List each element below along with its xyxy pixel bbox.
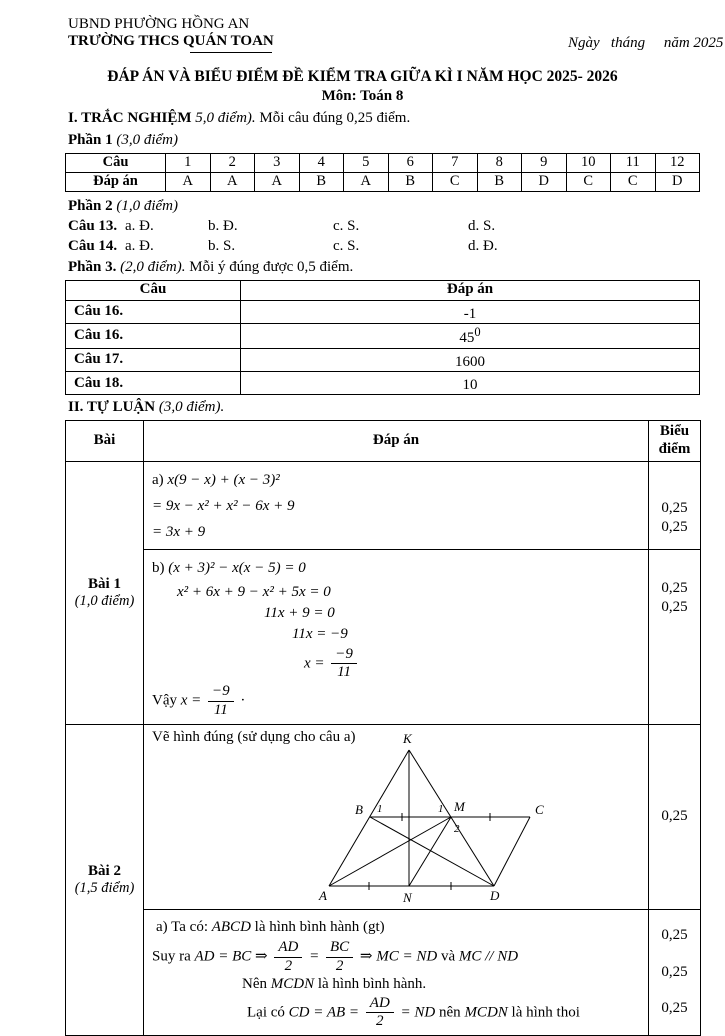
angle-label-M2: 2 bbox=[454, 822, 460, 835]
angle-label-B1: 1 bbox=[377, 802, 383, 815]
mc-q: 2 bbox=[210, 153, 255, 172]
part3-points: (2,0 điểm). bbox=[120, 259, 186, 276]
table-row bbox=[66, 172, 700, 191]
fraction-numerator: −9 bbox=[208, 684, 234, 702]
equation-line bbox=[292, 626, 640, 643]
answer-c: c. S. bbox=[333, 217, 360, 234]
part3-heading bbox=[68, 259, 725, 276]
answer-value: 10 bbox=[462, 377, 478, 394]
bai1-points: (1,0 điểm) bbox=[74, 592, 135, 609]
table-row-bai2-proof bbox=[66, 909, 701, 1036]
mc-a: A bbox=[210, 172, 255, 191]
mc-row-header: Đáp án bbox=[66, 172, 166, 191]
fraction-denominator: 2 bbox=[284, 957, 293, 974]
part1-label: Phần 1 bbox=[68, 132, 113, 149]
proof-line bbox=[247, 996, 640, 1031]
sentence-end: · bbox=[240, 692, 246, 709]
point-label-C: C bbox=[535, 801, 544, 817]
answer-cell bbox=[241, 372, 700, 395]
bai2-proof-score-cell bbox=[649, 909, 701, 1036]
mc-q: 8 bbox=[477, 153, 522, 172]
math-expression: x = bbox=[304, 655, 325, 672]
bai2-proof-cell bbox=[144, 909, 649, 1036]
part2-heading bbox=[68, 198, 725, 215]
implies-arrow: ⇒ bbox=[359, 948, 373, 965]
mc-a: A bbox=[255, 172, 300, 191]
bai1b-score-cell bbox=[649, 549, 701, 724]
answer-d: d. S. bbox=[468, 217, 496, 234]
answer-c: c. S. bbox=[333, 238, 360, 255]
math-expression: MC = ND bbox=[376, 948, 438, 965]
geometry-figure bbox=[292, 725, 552, 907]
fraction-numerator: −9 bbox=[331, 647, 357, 665]
mc-a: C bbox=[611, 172, 656, 191]
mc-a: D bbox=[522, 172, 567, 191]
bai2-name: Bài 2 bbox=[88, 862, 121, 879]
score-value: 0,25 bbox=[661, 579, 688, 596]
fraction bbox=[331, 647, 357, 682]
table-row bbox=[66, 348, 700, 371]
answer-cell bbox=[241, 323, 700, 348]
part3-note: Mỗi ý đúng được 0,5 điểm. bbox=[189, 259, 354, 276]
mc-a: C bbox=[566, 172, 611, 191]
score-value: 0,25 bbox=[661, 963, 688, 980]
angle-label-M1: 1 bbox=[438, 802, 444, 815]
proof-text: Nên bbox=[242, 976, 267, 993]
point-label-N: N bbox=[403, 889, 412, 905]
mc-q: 7 bbox=[433, 153, 478, 172]
answer-a: a. Đ. bbox=[125, 217, 154, 234]
fraction-denominator: 11 bbox=[337, 664, 352, 681]
conclusion-prefix: Vậy bbox=[152, 692, 177, 709]
math-expression: 11x = −9 bbox=[292, 626, 348, 643]
section2-heading bbox=[68, 399, 725, 416]
mc-q: 6 bbox=[388, 153, 433, 172]
proof-text: và bbox=[440, 948, 456, 965]
point-label-A: A bbox=[319, 887, 327, 903]
proof-text: Suy ra bbox=[152, 948, 191, 965]
segment-NM bbox=[409, 817, 451, 886]
table-header-row bbox=[66, 420, 701, 461]
part3-label: Phần 3. bbox=[68, 259, 117, 276]
math-expression: = 9x − x² + x² − 6x + 9 bbox=[152, 497, 295, 514]
table-row bbox=[66, 372, 700, 395]
mc-a: D bbox=[655, 172, 700, 191]
fraction bbox=[366, 996, 394, 1031]
essay-table bbox=[65, 420, 701, 1036]
mc-a: A bbox=[166, 172, 211, 191]
math-expression: x² + 6x + 9 − x² + 5x = 0 bbox=[177, 583, 331, 600]
bai2-figure-cell bbox=[144, 724, 649, 909]
table-row bbox=[66, 280, 700, 300]
question-label: Câu 14. bbox=[68, 238, 118, 255]
true-false-row bbox=[68, 238, 725, 255]
true-false-row bbox=[68, 218, 725, 235]
table-row-bai1a bbox=[66, 461, 701, 549]
equation-line bbox=[152, 498, 640, 515]
math-expression: AD = BC bbox=[194, 948, 252, 965]
answer-cell bbox=[241, 300, 700, 323]
col-header-question: Câu bbox=[66, 280, 241, 300]
fraction-numerator: AD bbox=[366, 996, 394, 1014]
mc-q: 10 bbox=[566, 153, 611, 172]
subject-title: Môn: Toán 8 bbox=[321, 87, 404, 104]
fraction-denominator: 11 bbox=[213, 701, 228, 718]
mc-q: 9 bbox=[522, 153, 567, 172]
table-row bbox=[66, 153, 700, 172]
segment-AK bbox=[329, 750, 409, 886]
proof-text: nên bbox=[439, 1004, 461, 1021]
table-row-bai1b bbox=[66, 549, 701, 724]
fraction-numerator: AD bbox=[274, 940, 302, 958]
proof-text: Lại có bbox=[247, 1004, 285, 1021]
answer-value: -1 bbox=[463, 305, 477, 322]
score-value: 0,25 bbox=[661, 927, 688, 944]
part2-label: Phần 2 bbox=[68, 197, 113, 214]
question-cell: Câu 16. bbox=[66, 300, 241, 323]
mc-q: 12 bbox=[655, 153, 700, 172]
date-line: Ngày tháng năm 2025 bbox=[568, 35, 724, 51]
mc-a: B bbox=[477, 172, 522, 191]
fraction bbox=[274, 940, 302, 975]
equation-line bbox=[264, 605, 640, 622]
bai1-name: Bài 1 bbox=[88, 575, 121, 592]
letterhead-underline bbox=[190, 52, 272, 53]
question-label: Câu 13. bbox=[68, 217, 118, 234]
table-row-bai2-figure bbox=[66, 724, 701, 909]
proof-text: là hình bình hành (gt) bbox=[254, 918, 385, 935]
answer-sup: 0 bbox=[474, 324, 481, 339]
point-label-K: K bbox=[403, 730, 412, 746]
proof-text: là hình bình hành. bbox=[317, 976, 427, 993]
part1-points: (3,0 điểm) bbox=[116, 132, 179, 149]
section1-heading-label: I. TRẮC NGHIỆM bbox=[68, 110, 192, 127]
score-value: 0,25 bbox=[661, 500, 688, 517]
proof-marker: a) Ta có: bbox=[156, 918, 208, 935]
equation-line bbox=[152, 560, 640, 577]
math-expression: MC // ND bbox=[458, 948, 519, 965]
answer-value: 1600 bbox=[455, 353, 485, 370]
mc-a: B bbox=[388, 172, 433, 191]
org-name-line1: UBND PHƯỜNG HỒNG AN bbox=[68, 16, 250, 32]
mc-q: 3 bbox=[255, 153, 300, 172]
point-label-B: B bbox=[355, 801, 363, 817]
col-header-exercise: Bài bbox=[66, 420, 144, 461]
section1-heading-note: Mỗi câu đúng 0,25 điểm. bbox=[259, 110, 411, 127]
score-stack bbox=[649, 917, 700, 1027]
proof-line bbox=[156, 919, 640, 936]
table-row bbox=[66, 323, 700, 348]
section1-heading bbox=[68, 110, 725, 127]
col-header-answer: Đáp án bbox=[144, 420, 649, 461]
multiple-choice-table bbox=[65, 153, 700, 192]
bai2-figure-score-cell bbox=[649, 724, 701, 909]
math-expression: (x + 3)² − x(x − 5) = 0 bbox=[168, 559, 306, 576]
score-value: 0,25 bbox=[661, 519, 688, 536]
math-expression: ABCD bbox=[211, 918, 251, 935]
equation-line bbox=[304, 647, 640, 682]
section2-heading-points: (3,0 điểm). bbox=[158, 399, 225, 416]
mc-q: 11 bbox=[611, 153, 656, 172]
answer-d: d. Đ. bbox=[468, 238, 498, 255]
bai1a-answer-cell bbox=[144, 461, 649, 549]
mc-q: 5 bbox=[344, 153, 389, 172]
mc-a: B bbox=[299, 172, 344, 191]
document-title: ĐÁP ÁN VÀ BIỂU ĐIỂM ĐỀ KIỂM TRA GIỮA KÌ I NĂM HỌC 2025- 2026 bbox=[107, 68, 618, 85]
org-name-line2: TRƯỜNG THCS QUÁN TOAN bbox=[68, 33, 274, 50]
math-expression: MCDN bbox=[270, 976, 315, 993]
bai1a-score-cell bbox=[649, 461, 701, 549]
part1-heading bbox=[68, 132, 725, 149]
proof-line bbox=[242, 976, 640, 993]
answer-b: b. S. bbox=[208, 238, 236, 255]
score-value: 0,25 bbox=[661, 1000, 688, 1017]
math-expression: = bbox=[309, 948, 320, 965]
col-header-answer: Đáp án bbox=[241, 280, 700, 300]
math-expression: = 3x + 9 bbox=[152, 524, 206, 541]
equation-line bbox=[177, 584, 640, 601]
section1-heading-points: 5,0 điểm). bbox=[195, 110, 256, 127]
math-expression: x(9 − x) + (x − 3)² bbox=[167, 471, 280, 488]
table-row bbox=[66, 300, 700, 323]
section2-heading-label: II. TỰ LUẬN bbox=[68, 399, 156, 416]
math-expression: 11x + 9 = 0 bbox=[264, 605, 335, 622]
math-expression: MCDN bbox=[464, 1004, 508, 1021]
point-label-D: D bbox=[490, 887, 500, 903]
question-cell: Câu 16. bbox=[66, 323, 241, 348]
bai1b-answer-cell bbox=[144, 549, 649, 724]
answer-cell bbox=[241, 348, 700, 371]
item-marker: b) bbox=[152, 559, 165, 576]
equation-line bbox=[152, 472, 640, 489]
fraction-numerator: BC bbox=[326, 940, 353, 958]
answer-b: b. Đ. bbox=[208, 217, 238, 234]
question-cell: Câu 17. bbox=[66, 348, 241, 371]
col-header-score: Biểu điểm bbox=[649, 420, 701, 461]
math-expression: x = bbox=[180, 692, 202, 709]
mc-q: 1 bbox=[166, 153, 211, 172]
mc-a: C bbox=[433, 172, 478, 191]
mc-row-header: Câu bbox=[66, 153, 166, 172]
equation-line bbox=[152, 524, 640, 541]
proof-text: là hình thoi bbox=[511, 1004, 580, 1021]
fraction bbox=[208, 684, 234, 719]
score-value: 0,25 bbox=[661, 807, 688, 824]
answer-value: 45 bbox=[459, 329, 475, 346]
part2-points: (1,0 điểm) bbox=[116, 197, 179, 214]
mc-a: A bbox=[344, 172, 389, 191]
score-value: 0,25 bbox=[661, 598, 688, 615]
fraction bbox=[326, 940, 353, 975]
figure-caption: Vẽ hình đúng (sử dụng cho câu a) bbox=[152, 728, 356, 745]
bai2-points: (1,5 điểm) bbox=[74, 880, 135, 897]
conclusion-line bbox=[152, 684, 640, 719]
mc-q: 4 bbox=[299, 153, 344, 172]
implies-arrow: ⇒ bbox=[255, 948, 268, 965]
question-cell: Câu 18. bbox=[66, 372, 241, 395]
point-label-M: M bbox=[454, 798, 465, 814]
fraction-denominator: 2 bbox=[335, 957, 344, 974]
bai1-label-cell bbox=[66, 461, 144, 724]
answer-a: a. Đ. bbox=[125, 238, 154, 255]
item-marker: a) bbox=[152, 471, 164, 488]
segment-CD bbox=[494, 817, 530, 886]
fraction-denominator: 2 bbox=[376, 1013, 384, 1030]
letterhead bbox=[68, 16, 725, 56]
math-expression: CD = AB = bbox=[288, 1004, 360, 1021]
bai2-label-cell bbox=[66, 724, 144, 1036]
math-expression: = ND bbox=[400, 1004, 436, 1021]
short-answer-table bbox=[65, 280, 700, 396]
proof-line bbox=[152, 940, 640, 975]
